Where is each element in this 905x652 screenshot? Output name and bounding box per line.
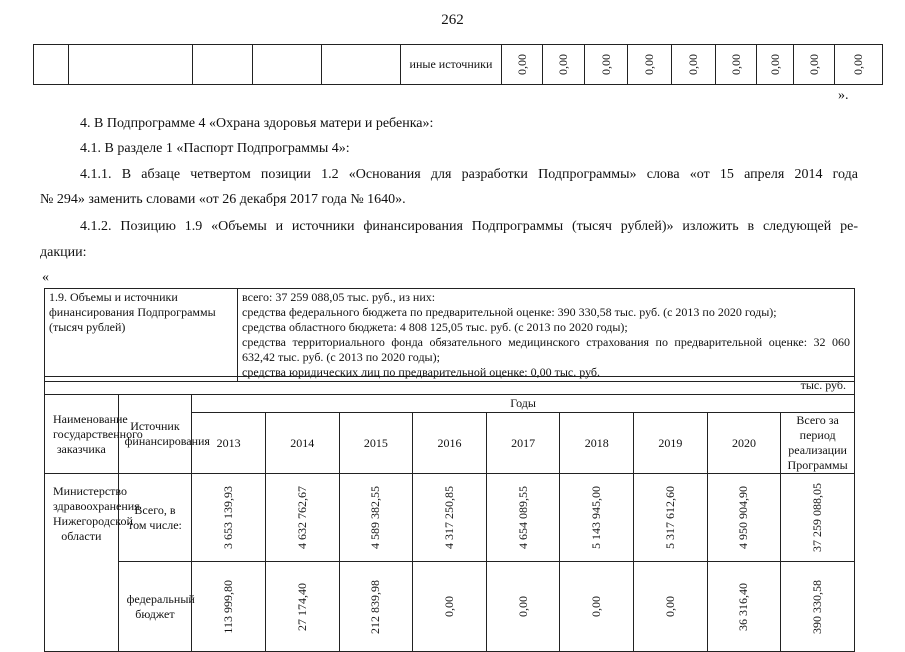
year-2015: 2015 [339,413,413,474]
row-source: Всего, в том числе: [118,474,192,562]
top-table-value: 0,00 [514,54,529,75]
value-cell: 0,00 [515,596,530,617]
header-total: Всего за период реализации Программы [781,413,855,474]
value-cell: 4 632 762,67 [294,486,309,549]
total-cell: 37 259 088,05 [810,483,825,552]
paragraph-amendment-2-line-1: 4.1.2. Позицию 1.9 «Объемы и источники финансирования Подпрограммы (тысяч рублей)» изложить в следующей ре- [80,219,858,234]
top-table-value: 0,00 [556,54,570,75]
passport-line-total: всего: 37 259 088,05 тыс. руб., из них: [242,290,436,304]
passport-table [44,288,855,382]
row-source: федеральный бюджет [118,562,192,652]
paragraph-amendment-1-line-1: 4.1.1. В абзаце четвертом позиции 1.2 «Основания для разработки Подпрограммы» слова «от 15 апреля 2014 года [80,167,858,182]
value-cell: 4 654 089,55 [515,486,530,549]
value-cell: 212 839,98 [368,579,383,634]
top-table-value: 0,00 [767,54,782,75]
top-table-label: иные источники [401,45,502,85]
value-cell: 0,00 [441,596,456,617]
year-2017: 2017 [486,413,560,474]
top-table [33,44,883,85]
unit-cell [45,377,855,395]
top-table-value: 0,00 [728,54,743,75]
value-cell: 36 316,40 [736,582,751,631]
paragraph-section: 4.1. В разделе 1 «Паспорт Подпрограммы 4»: [80,141,350,156]
year-2018: 2018 [560,413,634,474]
year-2020: 2020 [707,413,781,474]
header-years: Годы [192,395,855,413]
value-cell: 4 950 904,90 [736,486,751,549]
top-table-value: 0,00 [598,54,613,75]
value-cell: 27 174,40 [294,582,309,631]
top-table-value: 0,00 [686,54,700,75]
header-customer: Наименование государственного заказчика [45,395,119,474]
value-cell: 0,00 [589,596,604,617]
paragraph-amendment-2-line-2: дакции: [40,245,87,260]
passport-line-regional: средства областного бюджета: 4 808 125,05 тыс. руб. (с 2013 по 2020 годы); [242,320,628,334]
value-cell: 5 143 945,00 [589,486,604,549]
passport-line-federal: средства федерального бюджета по предварительной оценке: 390 330,58 тыс. руб. (с 2013 по 2020 годы); [242,305,777,319]
passport-line-legal: средства юридических лиц по предварительной оценке: 0,00 тыс. руб. [242,365,601,379]
close-quote: ». [838,88,849,103]
value-cell: 4 589 382,55 [368,486,383,549]
passport-content-cell [238,289,855,382]
customer-name [45,474,140,652]
table-row [45,562,855,652]
year-2013: 2013 [192,413,266,474]
value-cell: 4 317 250,85 [441,486,456,549]
funding-table [44,376,855,652]
value-cell: 113 999,80 [221,579,236,634]
customer-label: Министерство здравоохранения Нижегородской области [53,484,140,543]
year-2019: 2019 [634,413,708,474]
year-2016: 2016 [413,413,487,474]
value-cell: 3 653 139,93 [221,486,236,549]
value-cell: 0,00 [662,596,677,617]
top-table-value: 0,00 [851,54,865,75]
passport-label: 1.9. Объемы и источники финансирования Подпрограммы (тысяч рублей) [49,290,216,334]
page-number: 262 [441,12,464,28]
paragraph-subprogram: 4. В Подпрограмме 4 «Охрана здоровья матери и ребенка»: [80,116,434,131]
passport-line-fund: средства территориального фонда обязательного медицинского страхования по предварительной оценке: 32 060 632,42 тыс. руб. (с 2013 по 2020 годы); [242,335,850,364]
open-quote: « [42,270,49,285]
year-2014: 2014 [265,413,339,474]
table-row [45,474,855,562]
passport-label-cell [45,289,238,382]
top-table-value: 0,00 [806,54,821,75]
paragraph-amendment-1-line-2: № 294» заменить словами «от 26 декабря 2017 года № 1640». [40,192,406,207]
header-source: Источник финансирования [118,395,192,474]
top-table-value: 0,00 [642,54,656,75]
value-cell: 5 317 612,60 [662,486,677,549]
unit-label: тыс. руб. [800,378,846,392]
total-cell: 390 330,58 [810,579,825,634]
